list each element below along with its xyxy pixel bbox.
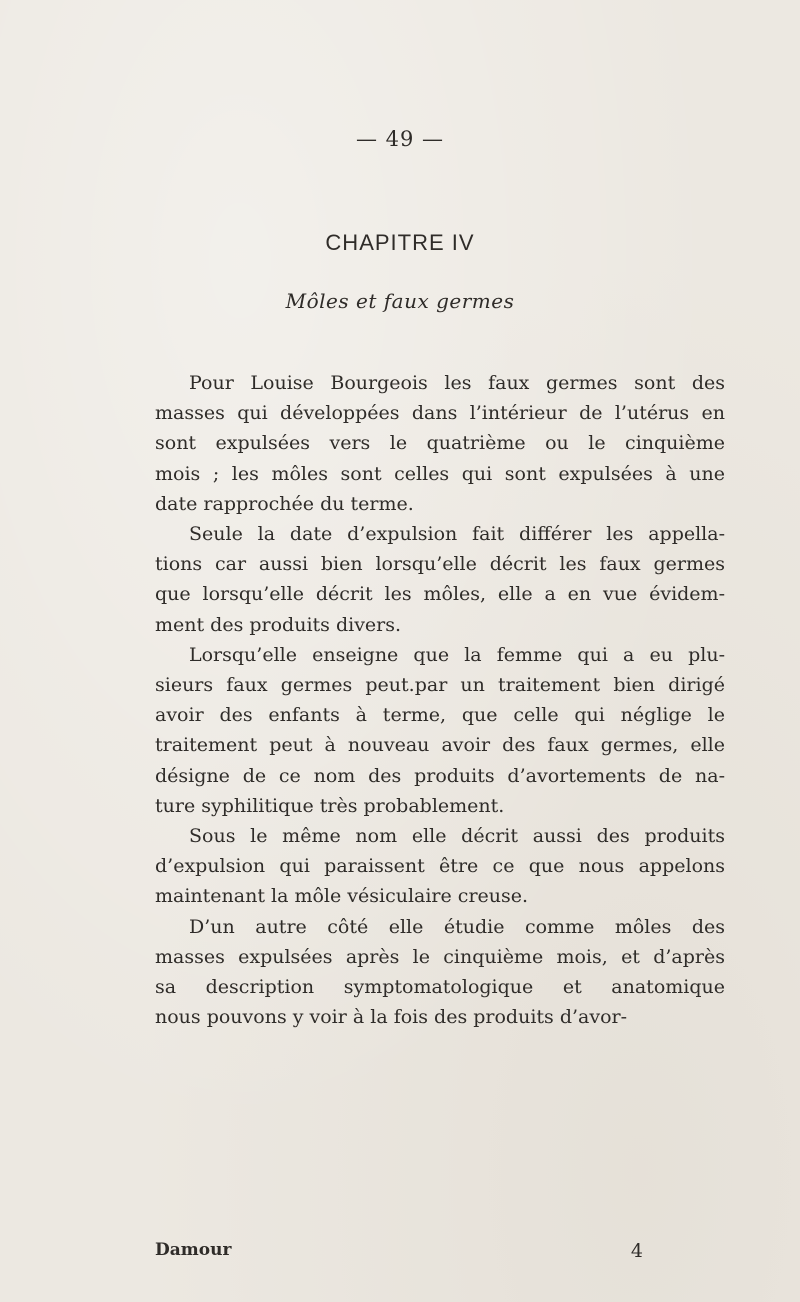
- text-line: D’un autre côté elle étudie comme môles des: [189, 915, 725, 938]
- paragraph: [155, 912, 725, 1033]
- text-line: tions car aussi bien lorsqu’elle décrit les faux germes: [155, 553, 725, 576]
- chapter-subtitle: Môles et faux germes: [285, 289, 515, 313]
- text-line: Lorsqu’elle enseigne que la femme qui a eu plu-: [189, 643, 725, 666]
- text-line: d’expulsion qui paraissent être ce que nous appelons: [155, 855, 725, 878]
- text-line: ture syphilitique très probablement.: [155, 794, 505, 817]
- text-line: date rapprochée du terme.: [155, 492, 414, 515]
- text-line: masses expulsées après le cinquième mois, et d’après: [155, 945, 725, 968]
- page-number: — 49 —: [355, 127, 445, 151]
- text-line: masses qui développées dans l’intérieur de l’utérus en: [155, 402, 725, 425]
- text-line: avoir des enfants à terme, que celle qui néglige le: [155, 704, 725, 727]
- sheet-number: 4: [630, 1240, 643, 1262]
- text-line: sont expulsées vers le quatrième ou le cinquième: [155, 432, 725, 455]
- text-line: ment des produits divers.: [155, 613, 402, 636]
- body-text: [155, 368, 725, 1032]
- text-line: traitement peut à nouveau avoir des faux germes, elle: [155, 734, 725, 757]
- text-line: que lorsqu’elle décrit les môles, elle a en vue évidem-: [155, 583, 725, 606]
- text-line: maintenant la môle vésiculaire creuse.: [155, 885, 529, 908]
- text-line: nous pouvons y voir à la fois des produits d’avor-: [155, 1006, 628, 1029]
- text-line: Pour Louise Bourgeois les faux germes sont des: [189, 372, 725, 394]
- text-line: Seule la date d’expulsion fait différer les appella-: [189, 523, 725, 546]
- text-line: sieurs faux germes peut.par un traitement bien dirigé: [155, 674, 725, 697]
- paragraph: [155, 821, 725, 912]
- text-line: Sous le même nom elle décrit aussi des produits: [189, 825, 725, 848]
- printer-signature: Damour: [155, 1240, 232, 1260]
- paragraph: [155, 519, 725, 640]
- paragraph: [155, 640, 725, 821]
- page-footer: [155, 1240, 725, 1266]
- text-line: mois ; les môles sont celles qui sont expulsées à une: [155, 462, 725, 485]
- text-line: sa description symptomatologique et anatomique: [155, 976, 725, 999]
- text-line: désigne de ce nom des produits d’avortements de na-: [155, 764, 725, 787]
- paragraph: [155, 368, 725, 519]
- chapter-title: CHAPITRE IV: [325, 230, 475, 255]
